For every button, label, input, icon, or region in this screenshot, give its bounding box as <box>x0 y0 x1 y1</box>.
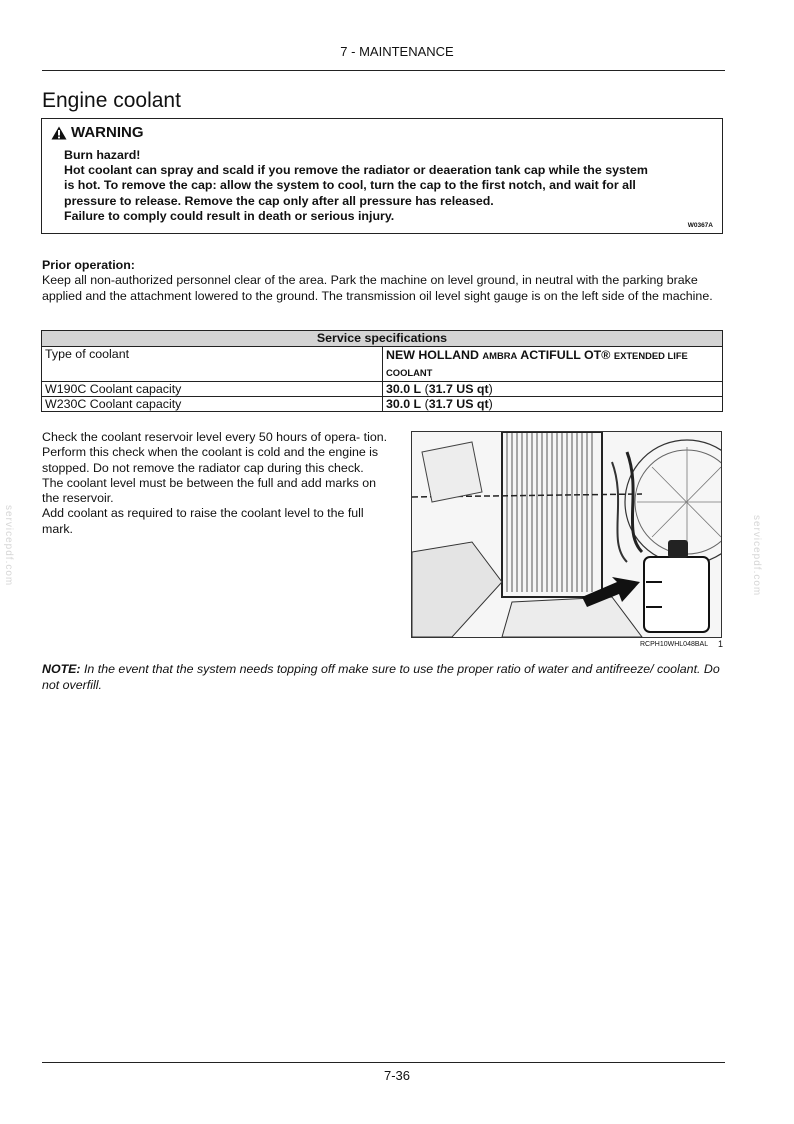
warning-line: is hot. To remove the cap: allow the system to cool, turn the cap to the first notch, and wait for all <box>64 178 636 193</box>
coolant-reservoir-illustration <box>412 432 721 637</box>
figure-number: 1 <box>718 639 724 649</box>
paren-close: ) <box>488 397 493 411</box>
page-number: 7-36 <box>383 1068 411 1083</box>
watermark-left: servicepdf.com <box>3 505 14 587</box>
prior-operation-text: Keep all non-authorized personnel clear of the area. Park the machine on level ground, in neutral with the parking brake applied and the attachment lowered to the ground. The transmission oil level sight gauge is on the left side of the machine. <box>42 273 713 303</box>
service-specifications-table <box>41 330 723 412</box>
table-cell-value <box>383 347 723 382</box>
note-label: NOTE: <box>42 662 81 676</box>
page-header: 7 - MAINTENANCE <box>340 44 454 59</box>
note-text: In the event that the system needs topping off make sure to use the proper ratio of water and antifreeze/ coolant. Do not overfill. <box>42 662 720 692</box>
capacity-liters: 30.0 L <box>386 397 422 411</box>
coolant-line: AMBRA <box>482 350 518 361</box>
warning-code: W0367A <box>687 222 713 229</box>
warning-line: Hot coolant can spray and scald if you remove the radiator or deaeration tank cap while the system <box>64 163 648 178</box>
header-rule <box>42 70 725 71</box>
warning-line: Failure to comply could result in death or serious injury. <box>64 208 395 223</box>
instruction-paragraph: Add coolant as required to raise the coolant level to the full mark. <box>42 506 364 536</box>
paren-open: ( <box>421 382 429 396</box>
warning-line: Burn hazard! <box>64 148 141 162</box>
table-title: Service specifications <box>42 331 723 347</box>
coolant-type: EXTENDED LIFE COOLANT <box>386 350 688 378</box>
capacity-liters: 30.0 L <box>386 382 422 396</box>
note <box>42 662 724 693</box>
warning-heading <box>51 124 144 141</box>
table-cell-label: W230C Coolant capacity <box>42 397 383 412</box>
coolant-product: ACTIFULL OT® <box>517 348 614 362</box>
warning-triangle-icon <box>51 126 67 140</box>
prior-operation-heading: Prior operation: <box>42 258 135 272</box>
capacity-qt: 31.7 US qt <box>428 397 489 411</box>
page-title: Engine coolant <box>42 89 181 112</box>
table-row <box>42 347 723 382</box>
coolant-brand: NEW HOLLAND <box>386 348 483 362</box>
warning-text <box>64 148 714 224</box>
table-row <box>42 382 723 397</box>
capacity-qt: 31.7 US qt <box>428 382 489 396</box>
warning-line: pressure to release. Remove the cap only after all pressure has released. <box>64 193 494 208</box>
table-cell-value <box>383 397 723 412</box>
table-row <box>42 397 723 412</box>
coolant-reservoir-figure <box>411 431 722 638</box>
check-instructions <box>42 430 388 537</box>
footer-rule <box>42 1062 725 1063</box>
watermark-right: servicepdf.com <box>751 515 762 597</box>
table-cell-label: Type of coolant <box>42 347 383 382</box>
warning-heading-text: WARNING <box>71 124 144 141</box>
paren-open: ( <box>421 397 429 411</box>
paren-close: ) <box>488 382 493 396</box>
prior-operation <box>42 258 724 304</box>
figure-code: RCPH10WHL048BAL <box>640 641 709 648</box>
warning-box <box>41 118 723 234</box>
instruction-paragraph: Check the coolant reservoir level every 50 hours of opera- tion. Perform this check when the coolant is cold and the engine is stopped. Do not remove the radiator cap during this check. The coolant level must be between the full and add marks on the reservoir. <box>42 430 388 506</box>
table-cell-label: W190C Coolant capacity <box>42 382 383 397</box>
table-cell-value <box>383 382 723 397</box>
